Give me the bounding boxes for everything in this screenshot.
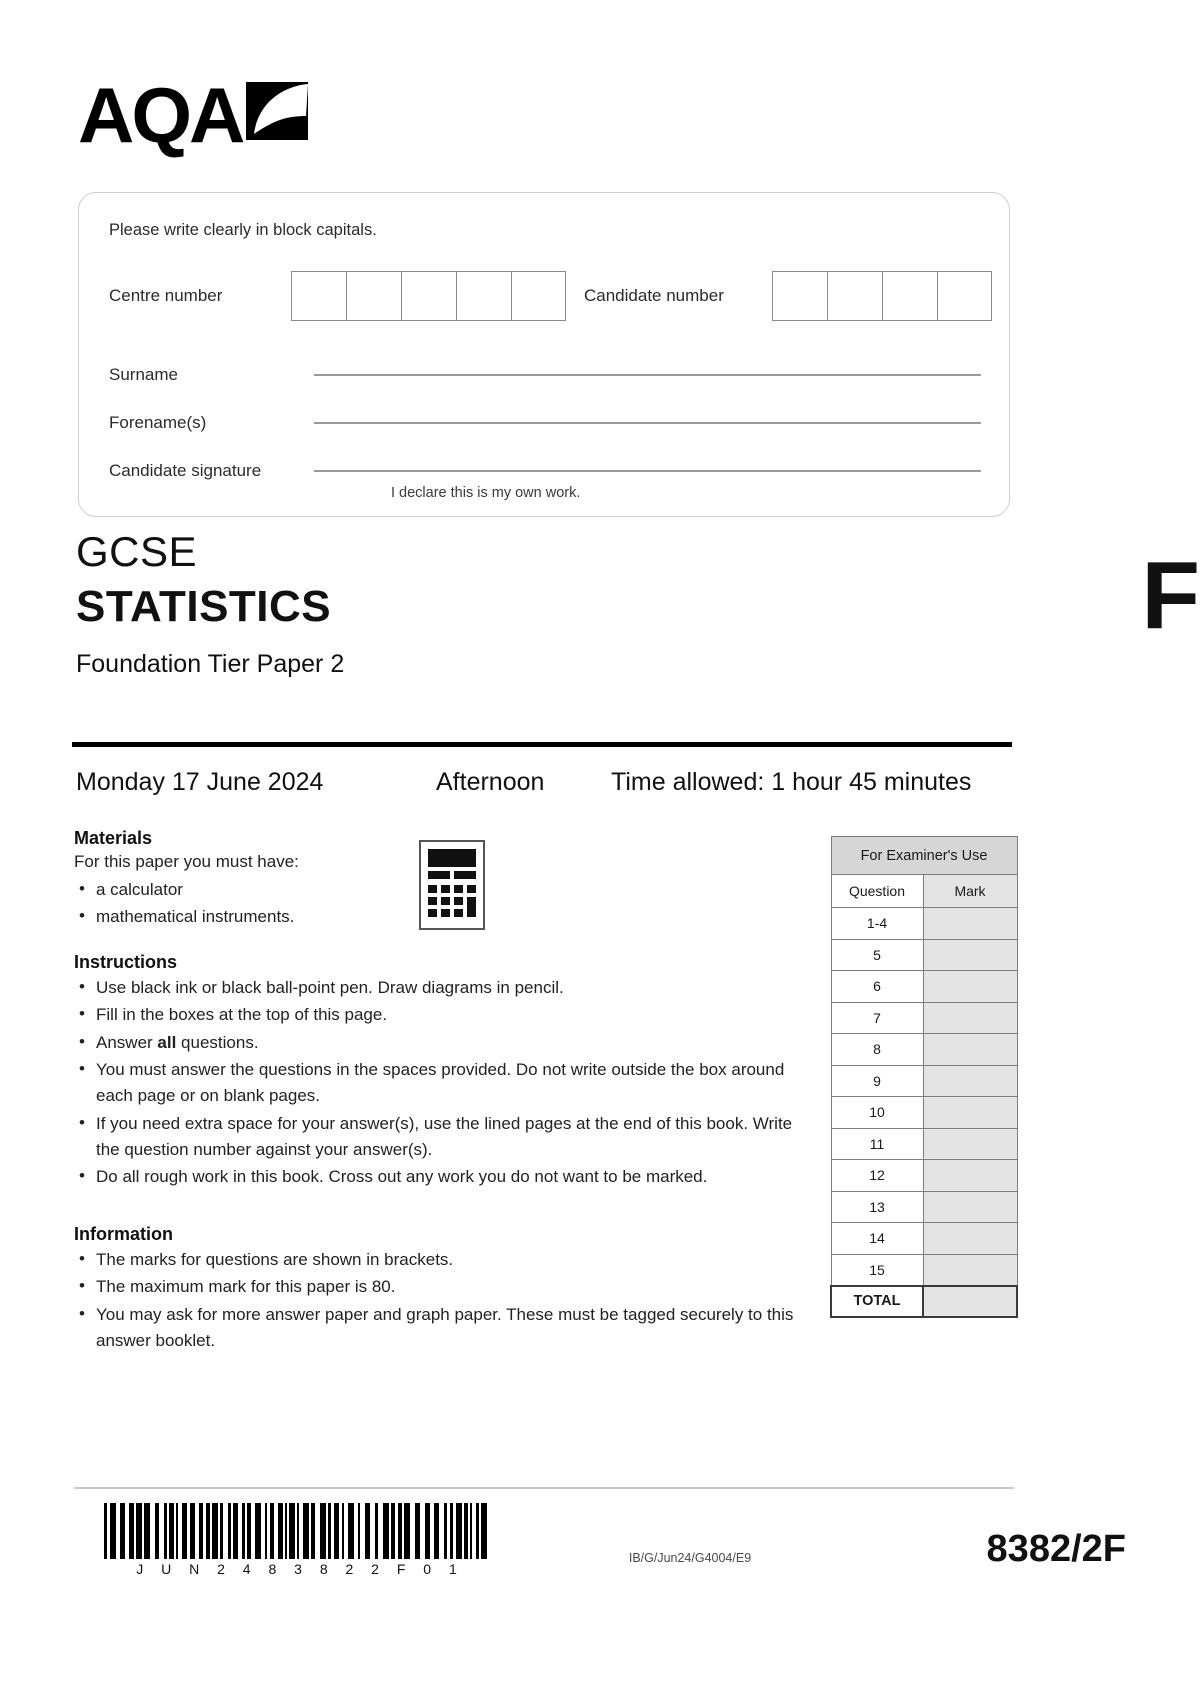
candidate-number-field[interactable] (584, 271, 992, 321)
tier-paper-title: Foundation Tier Paper 2 (76, 650, 345, 679)
instructions-list (74, 975, 814, 1191)
column-header-mark: Mark (923, 875, 1017, 908)
question-number-cell: 10 (831, 1097, 923, 1129)
table-row (831, 1034, 1017, 1066)
paper-code: 8382/2F (986, 1528, 1126, 1570)
table-row (831, 1191, 1017, 1223)
materials-list (74, 877, 474, 930)
list-item: • a calculator (74, 877, 474, 903)
table-row-total (831, 1286, 1017, 1318)
list-item: • mathematical instruments. (74, 904, 474, 930)
emphasis-all: all (157, 1032, 177, 1052)
list-item: • You may ask for more answer paper and graph paper. These must be tagged securely to this answer booklet. (74, 1302, 814, 1355)
list-item-answer-all (74, 1030, 814, 1056)
candidate-number-boxes[interactable] (772, 271, 992, 321)
mark-entry-cell[interactable] (923, 1002, 1017, 1034)
table-row (831, 1097, 1017, 1129)
exam-date: Monday 17 June 2024 (76, 768, 324, 796)
list-item: • The maximum mark for this paper is 80. (74, 1274, 814, 1300)
candidate-number-label: Candidate number (584, 286, 724, 305)
mark-entry-cell[interactable] (923, 1065, 1017, 1097)
mark-entry-cell[interactable] (923, 1160, 1017, 1192)
mark-entry-cell[interactable] (923, 908, 1017, 940)
candidate-number-box[interactable] (772, 271, 827, 321)
candidate-number-box[interactable] (937, 271, 992, 321)
list-item: • The marks for questions are shown in brackets. (74, 1247, 814, 1273)
footer-divider (74, 1487, 1014, 1489)
centre-number-box[interactable] (291, 271, 346, 321)
calculator-icon (419, 840, 485, 935)
examiner-table-title: For Examiner's Use (831, 837, 1017, 875)
mark-entry-cell[interactable] (923, 1223, 1017, 1255)
total-mark-cell[interactable] (923, 1286, 1017, 1318)
information-list (74, 1247, 814, 1354)
exam-time-allowed: Time allowed: 1 hour 45 minutes (611, 768, 972, 796)
exam-session: Afternoon (436, 768, 545, 796)
total-label-cell: TOTAL (831, 1286, 923, 1318)
surname-input-line[interactable] (314, 374, 981, 376)
list-item: • If you need extra space for your answer(s), use the lined pages at the end of this book. Write the question number against your answer(s). (74, 1111, 814, 1164)
table-row (831, 908, 1017, 940)
materials-section (74, 828, 474, 931)
question-number-cell: 9 (831, 1065, 923, 1097)
aqa-logo-text: AQA (78, 71, 243, 159)
barcode (104, 1503, 496, 1559)
answer-all-text: Answer all questions. (96, 1032, 259, 1052)
tier-letter-badge: F (1141, 542, 1200, 649)
list-item: • You must answer the questions in the spaces provided. Do not write outside the box around each page or on blank pages. (74, 1057, 814, 1110)
table-row (831, 1254, 1017, 1286)
column-header-question: Question (831, 875, 923, 908)
table-row (831, 1065, 1017, 1097)
qualification-title: GCSE (76, 528, 198, 575)
mark-entry-cell[interactable] (923, 939, 1017, 971)
candidate-signature-label: Candidate signature (109, 461, 262, 480)
centre-number-box[interactable] (511, 271, 566, 321)
barcode-digits: J U N 2 4 8 3 8 2 2 F 0 1 (136, 1561, 464, 1577)
forenames-input-line[interactable] (314, 422, 981, 424)
instructions-heading: Instructions (74, 952, 178, 972)
centre-number-box[interactable] (401, 271, 456, 321)
table-row-column-headers (831, 875, 1017, 908)
aqa-logo (78, 71, 310, 159)
mark-entry-cell[interactable] (923, 1034, 1017, 1066)
surname-label: Surname (109, 365, 178, 384)
exam-meta-row (76, 768, 1016, 797)
materials-intro: For this paper you must have: (74, 852, 299, 871)
declaration-text: I declare this is my own work. (391, 485, 581, 501)
table-row (831, 1160, 1017, 1192)
candidate-signature-field[interactable] (109, 461, 981, 481)
mark-entry-cell[interactable] (923, 1097, 1017, 1129)
candidate-signature-input-line[interactable] (314, 470, 981, 472)
table-row (831, 971, 1017, 1003)
table-row (831, 1002, 1017, 1034)
table-row (831, 1128, 1017, 1160)
list-item: • Do all rough work in this book. Cross out any work you do not want to be marked. (74, 1164, 814, 1190)
title-divider (72, 742, 1012, 747)
mark-entry-cell[interactable] (923, 971, 1017, 1003)
question-number-cell: 13 (831, 1191, 923, 1223)
candidate-number-box[interactable] (827, 271, 882, 321)
table-row (831, 939, 1017, 971)
question-number-cell: 12 (831, 1160, 923, 1192)
centre-number-label: Centre number (109, 286, 223, 305)
question-number-cell: 5 (831, 939, 923, 971)
mark-entry-cell[interactable] (923, 1128, 1017, 1160)
instructions-section (74, 952, 814, 1192)
information-heading: Information (74, 1224, 173, 1244)
centre-number-field[interactable] (109, 271, 566, 321)
subject-title: STATISTICS (76, 582, 332, 632)
mark-entry-cell[interactable] (923, 1254, 1017, 1286)
candidate-number-box[interactable] (882, 271, 937, 321)
internal-reference-code: IB/G/Jun24/G4004/E9 (628, 1551, 752, 1565)
forenames-field[interactable] (109, 413, 981, 433)
centre-number-box[interactable] (346, 271, 401, 321)
information-section (74, 1224, 814, 1355)
question-number-cell: 7 (831, 1002, 923, 1034)
question-number-cell: 6 (831, 971, 923, 1003)
examiner-use-table (830, 836, 1018, 1318)
question-number-cell: 8 (831, 1034, 923, 1066)
list-item: • Fill in the boxes at the top of this page. (74, 1002, 814, 1028)
question-number-cell: 1-4 (831, 908, 923, 940)
surname-field[interactable] (109, 365, 981, 385)
list-item: • Use black ink or black ball-point pen. Draw diagrams in pencil. (74, 975, 814, 1001)
candidate-details-box (78, 192, 1010, 517)
mark-entry-cell[interactable] (923, 1191, 1017, 1223)
table-row (831, 1223, 1017, 1255)
block-capitals-instruction: Please write clearly in block capitals. (109, 221, 377, 239)
question-number-cell: 14 (831, 1223, 923, 1255)
table-row-header (831, 837, 1017, 875)
centre-number-boxes[interactable] (291, 271, 566, 321)
question-number-cell: 15 (831, 1254, 923, 1286)
question-number-cell: 11 (831, 1128, 923, 1160)
forenames-label: Forename(s) (109, 413, 207, 432)
centre-number-box[interactable] (456, 271, 511, 321)
aqa-leaf-icon (244, 80, 310, 147)
materials-heading: Materials (74, 828, 153, 848)
